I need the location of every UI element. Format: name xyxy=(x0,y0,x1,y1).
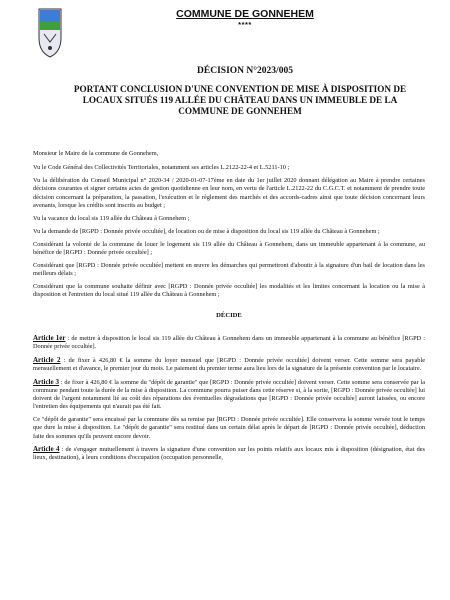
preamble-line: Monsieur le Maire de la commune de Gonnehem, xyxy=(33,150,159,157)
article-label: Article 4 xyxy=(33,445,60,454)
article-text: : de fixer à 426,80 € la somme du loyer mensuel que [RGPD : Donnée privée occultée] doivent verser. Cette somme sera payable mensuellement et d'avance, le premier jour du mois. Le paiement du premier terme aura lieu lors de la signature de la présente convention par le locataire. xyxy=(33,356,425,373)
article-2 xyxy=(33,356,425,374)
article-4 xyxy=(33,445,425,463)
article-1 xyxy=(33,334,425,352)
article-label: Article 1er xyxy=(33,334,66,343)
preamble-line: Vu le Code Général des Collectivités Territoriales, notamment ses articles L.2122-22-4 et L.5211-10 ; xyxy=(33,164,290,172)
preamble-line: Vu la vacance du local sis 119 allée du Château à Gonnehem ; xyxy=(33,214,190,222)
article-label: Article 2 xyxy=(33,355,61,364)
article-3 xyxy=(33,378,425,412)
article-text: : de mettre à disposition le local sis 119 allée du Château à Gonnehem dans un immeuble appartenant à la commune au bénéfice [RGPD : Donnée privée occultée]. xyxy=(33,335,425,351)
commune-name: COMMUNE DE GONNEHEM xyxy=(176,8,314,20)
decide-heading: DÉCIDE xyxy=(216,311,242,319)
decision-title: PORTANT CONCLUSION D'UNE CONVENTION DE MISE À DISPOSITION DE LOCAUX SITUÉS 119 ALLÉE DU CHÂTEAU DANS UN IMMEUBLE DE LA COMMUNE DE GONNEHEM xyxy=(73,84,407,116)
preamble-line: Considérant que [RGPD : Donnée privée occultée] mettent en œuvre les démarches qui permettront d'aboutir à la signature d'un bail de location dans les meilleurs délais ; xyxy=(33,261,425,278)
article-text: : de fixer à 426,80 € la somme du "dépôt de garantie" que [RGPD : Donnée privée occultée] doivent verser. Cette somme sera conservée par la commune pendant toute la durée de la mise à disposition. La commune pourra puiser dans cette réserve si, à la sortie, [RGPD : Donnée privée occultée] lui doivent de l'argent notamment lié au coût des réparations des éventuelles dégradations que [RGPD : Donnée privée occultée] auront laissées, ou encore l'entretien des équipements qui n'aurait pas été fait. xyxy=(33,378,425,411)
preamble-line: Considérant la volonté de la commune de louer le logement sis 119 allée du Château à Gonnehem, dans un immeuble appartenant à la commune, au bénéfice de [RGPD : Donnée privée occultée] ; xyxy=(33,240,425,257)
preamble-line: Vu la délibération du Conseil Municipal n° 2020-34 / 2020-01-07-17ème en date du 1er juillet 2020 donnant délégation au Maire à prendre certaines décisions courantes et signer certains actes de gestion quotidienne en leur nom, en vertu de l'article L.2122-22 du C.G.C.T. et notamment de prendre toute décision concernant la préparation, la passation, l'exécution et le règlement des marchés et des accords-cadres ainsi que toute décision concernant leurs avenants, lorsque les crédits sont inscrits au budget ; xyxy=(33,177,425,210)
preamble-line: Considérant que la commune souhaite définir avec [RGPD : Donnée privée occultée] les modalités et les limites concernant la location ou la mise à disposition et l'entretien du local situé 119 allée du Château à Gonnehem ; xyxy=(33,283,425,299)
article-3-continued xyxy=(33,416,425,441)
document-body xyxy=(33,150,425,467)
article-label: Article 3 xyxy=(33,377,60,386)
decision-number: DÉCISION N°2023/005 xyxy=(197,66,293,76)
article-text: : de s'engager mutuellement à travers la signature d'une convention sur les points relatifs aux locaux mis à disposition (désignation, état des lieux, destination), à leurs conditions d'occupation (occupation personnelle, xyxy=(33,446,426,462)
commune-stars: **** xyxy=(238,20,252,29)
article-text: Ce "dépôt de garantie" sera encaissé par la commune dès sa remise par [RGPD : Donnée privée occultée]. Elle conservera la somme versée tout le temps que dure la mise à disposition. Le "dépôt de garantie" sera restitué dans un certain délai après le départ de [RGPD : Donnée privée occultée], déduction faite des sommes qu'ils peuvent encore devoir. xyxy=(33,415,425,440)
preamble-line: Vu la demande de [RGPD : Donnée privée occultée], de location ou de mise à disposition du local sis 119 allée du Château à Gonnehem ; xyxy=(33,227,380,235)
